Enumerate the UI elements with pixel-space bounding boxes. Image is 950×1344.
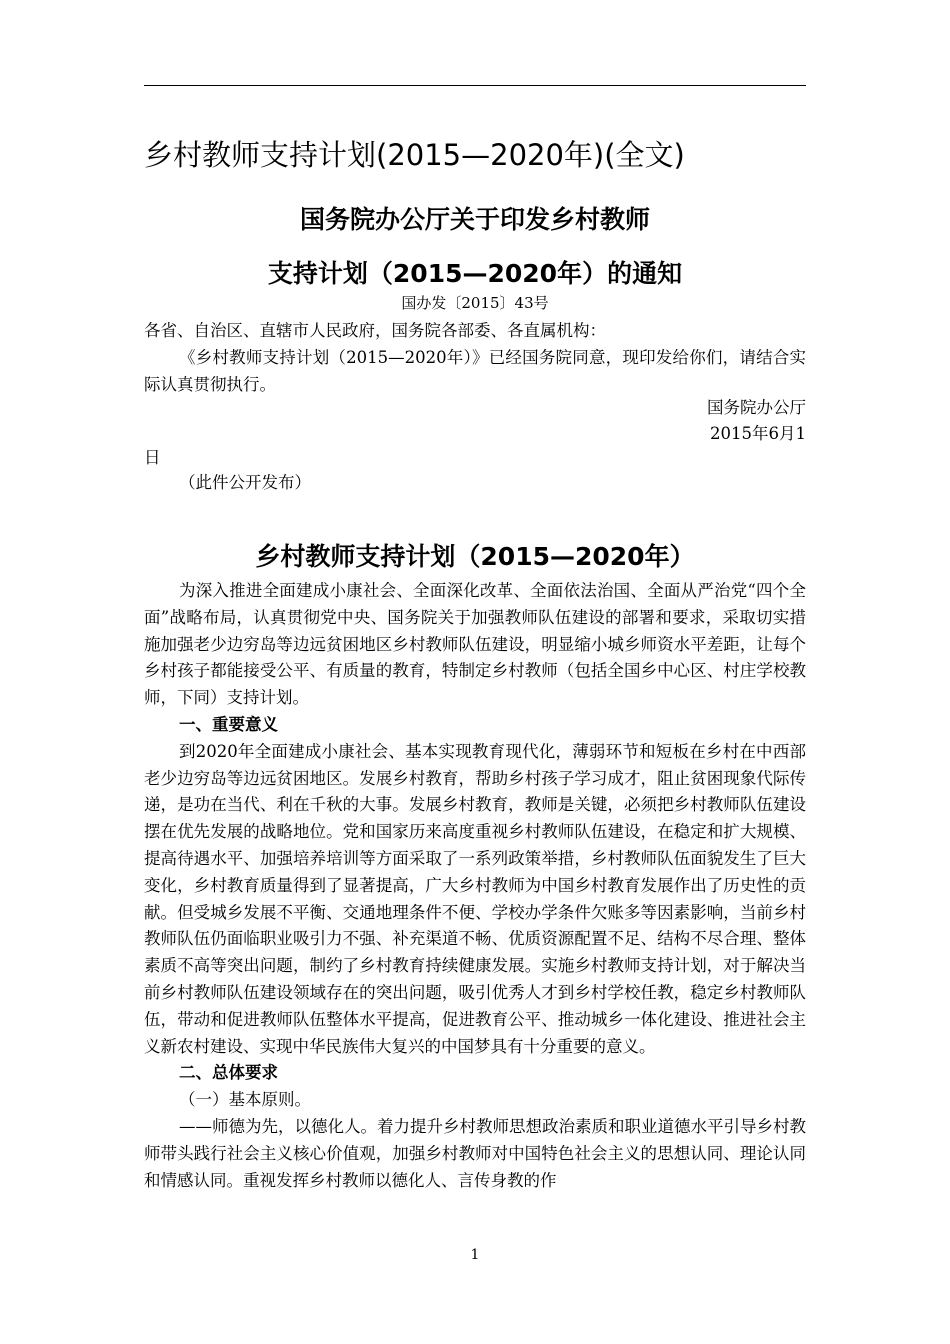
section-1-paragraph: 到2020年全面建成小康社会、基本实现教育现代化，薄弱环节和短板在乡村在中西部老少边穷岛等边远贫困地区。发展乡村教育，帮助乡村孩子学习成才，阻止贫困现象代际传递，是功在当代、利在千秋的大事。发展乡村教育，教师是关键，必须把乡村教师队伍建设摆在优先发展的战略地位。党和国家历来高度重视乡村教师队伍建设，在稳定和扩大规模、提高待遇水平、加强培养培训等方面采取了一系列政策举措，乡村教师队伍面貌发生了巨大变化，乡村教育质量得到了显著提高，广大乡村教师为中国乡村教育发展作出了历史性的贡献。但受城乡发展不平衡、交通地理条件不便、学校办学条件欠账多等因素影响，当前乡村教师队伍仍面临职业吸引力不强、补充渠道不畅、优质资源配置不足、结构不尽合理、整体素质不高等突出问题，制约了乡村教育持续健康发展。实施乡村教师支持计划，对于解决当前乡村教师队伍建设领域存在的突出问题，吸引优秀人才到乡村学校任教，稳定乡村教师队伍，带动和促进教师队伍整体水平提高，促进教育公平、推动城乡一体化建设、推进社会主义新农村建设、实现中华民族伟大复兴的中国梦具有十分重要的意义。 [144, 741, 806, 1056]
page-number: 1 [470, 1247, 480, 1263]
subsection-heading: （一）基本原则。 [179, 1090, 311, 1110]
section-2-heading: 二、总体要求 [179, 1063, 278, 1083]
document-title: 乡村教师支持计划(2015—2020年)(全文) [144, 138, 685, 172]
intro-paragraph: 为深入推进全面建成小康社会、全面深化改革、全面依法治国、全面从严治党“四个全面”战略布局，认真贯彻党中央、国务院关于加强教师队伍建设的部署和要求，采取切实措施加强老少边穷岛等边远贫困地区乡村教师队伍建设，明显缩小城乡师资水平差距，让每个乡村孩子都能接受公平、有质量的教育，特制定乡村教师（包括全国乡中心区、村庄学校教师，下同）支持计划。 [144, 581, 806, 708]
addressee: 各省、自治区、直辖市人民政府，国务院各部委、各直属机构： [144, 321, 606, 340]
document-number: 国办发〔2015〕43号 [401, 294, 549, 312]
publish-note: （此件公开发布） [179, 473, 311, 492]
header-rule [144, 85, 806, 86]
notice-block [144, 318, 806, 398]
plan-body [144, 578, 806, 1194]
notice-title-line-1: 国务院办公厅关于印发乡村教师 [299, 205, 650, 234]
issuer: 国务院办公厅 [707, 398, 806, 417]
date-line-2: 日 [144, 448, 161, 467]
date-line-1: 2015年6月1 [710, 424, 806, 443]
section-1-heading: 一、重要意义 [179, 714, 278, 734]
notice-body: 《乡村教师支持计划（2015—2020年）》已经国务院同意，现印发给你们，请结合实际认真贯彻执行。 [144, 347, 806, 394]
principle-paragraph: ——师德为先，以德化人。着力提升乡村教师思想政治素质和职业道德水平引导乡村教师带头践行社会主义核心价值观，加强乡村教师对中国特色社会主义的思想认同、理论认同和情感认同。重视发挥乡村教师以德化人、言传身教的作 [144, 1116, 806, 1190]
notice-title-line-2: 支持计划（2015—2020年）的通知 [267, 259, 683, 288]
plan-title: 乡村教师支持计划（2015—2020年） [255, 542, 695, 571]
